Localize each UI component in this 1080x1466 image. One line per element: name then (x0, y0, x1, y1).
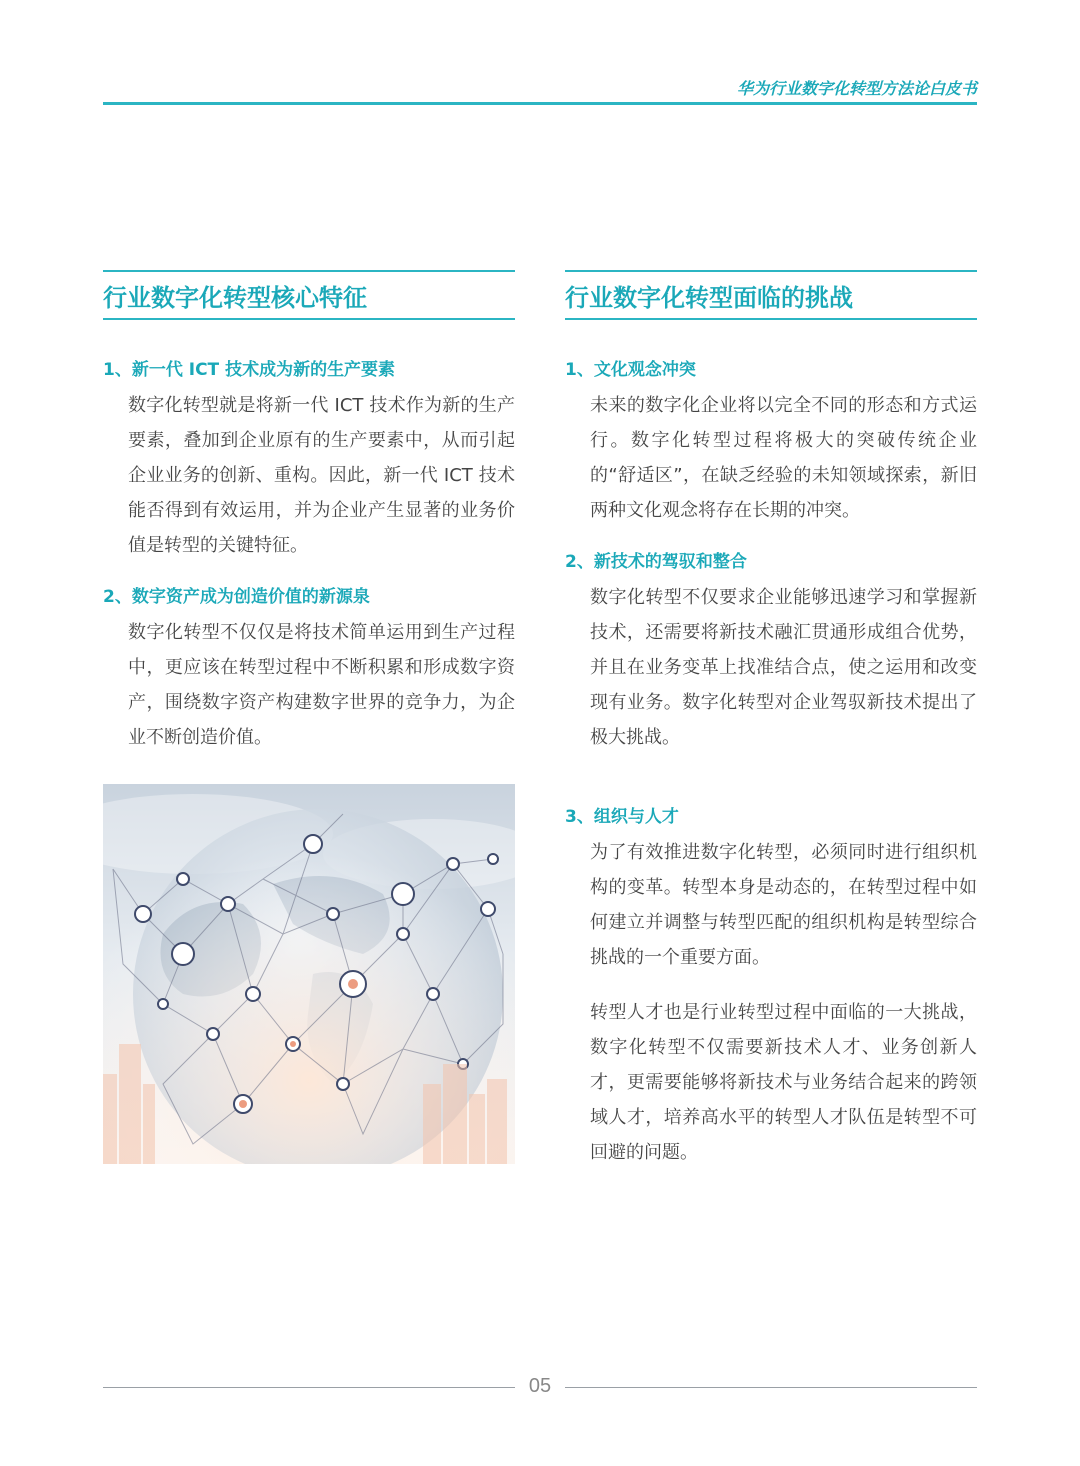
right-item-3 (565, 805, 977, 1170)
right-item-2 (565, 550, 977, 755)
document-title: 华为行业数字化转型方法论白皮书 (736, 79, 977, 98)
right-item-3-body: 为了有效推进数字化转型，必须同时进行组织机构的变革。转型本身是动态的，在转型过程中如何建立并调整与转型匹配的组织机构是转型综合挑战的一个重要方面。 (590, 842, 977, 968)
right-item-1 (565, 358, 977, 528)
left-column (103, 270, 515, 755)
header-divider (103, 102, 977, 105)
footer-rule-right (565, 1387, 977, 1388)
right-item-2-body: 数字化转型不仅要求企业能够迅速学习和掌握新技术，还需要将新技术融汇贯通形成组合优势，并且在业务变革上找准结合点，使之运用和改变现有业务。数字化转型对企业驾驭新技术提出了极大挑战。 (590, 587, 977, 748)
footer-rule-left (103, 1387, 515, 1388)
right-item-1-title: 1、文化观念冲突 (565, 360, 696, 380)
right-item-3-body-2: 转型人才也是行业转型过程中面临的一大挑战，数字化转型不仅需要新技术人才、业务创新人才，更需要能够将新技术与业务结合起来的跨领域人才，培养高水平的转型人才队伍是转型不可回避的问题。 (590, 1002, 977, 1163)
right-section-heading (565, 270, 977, 320)
right-item-2-title: 2、新技术的驾驭和整合 (565, 552, 747, 572)
left-item-2-body: 数字化转型不仅仅是将技术简单运用到生产过程中，更应该在转型过程中不断积累和形成数字资产，围绕数字资产构建数字世界的竞争力，为企业不断创造价值。 (128, 622, 515, 748)
right-item-3-title: 3、组织与人才 (565, 807, 679, 827)
left-item-1 (103, 358, 515, 563)
left-item-2-title: 2、数字资产成为创造价值的新源泉 (103, 587, 370, 607)
right-column (565, 270, 977, 1170)
page-number: 05 (528, 1375, 552, 1397)
left-item-1-body: 数字化转型就是将新一代 ICT 技术作为新的生产要素，叠加到企业原有的生产要素中，从而引起企业业务的创新、重构。因此，新一代 ICT 技术能否得到有效运用，并为企业产生显著的业务价值是转型的关键特征。 (128, 395, 515, 556)
left-heading-text: 行业数字化转型核心特征 (103, 283, 367, 312)
right-item-1-body: 未来的数字化企业将以完全不同的形态和方式运行。数字化转型过程将极大的突破传统企业的“舒适区”，在缺乏经验的未知领域探索，新旧两种文化观念将存在长期的冲突。 (590, 395, 977, 521)
left-item-1-title: 1、新一代 ICT 技术成为新的生产要素 (103, 360, 396, 380)
right-heading-text: 行业数字化转型面临的挑战 (565, 283, 853, 312)
left-item-2 (103, 585, 515, 755)
left-section-heading (103, 270, 515, 320)
globe-network-image (103, 784, 515, 1164)
